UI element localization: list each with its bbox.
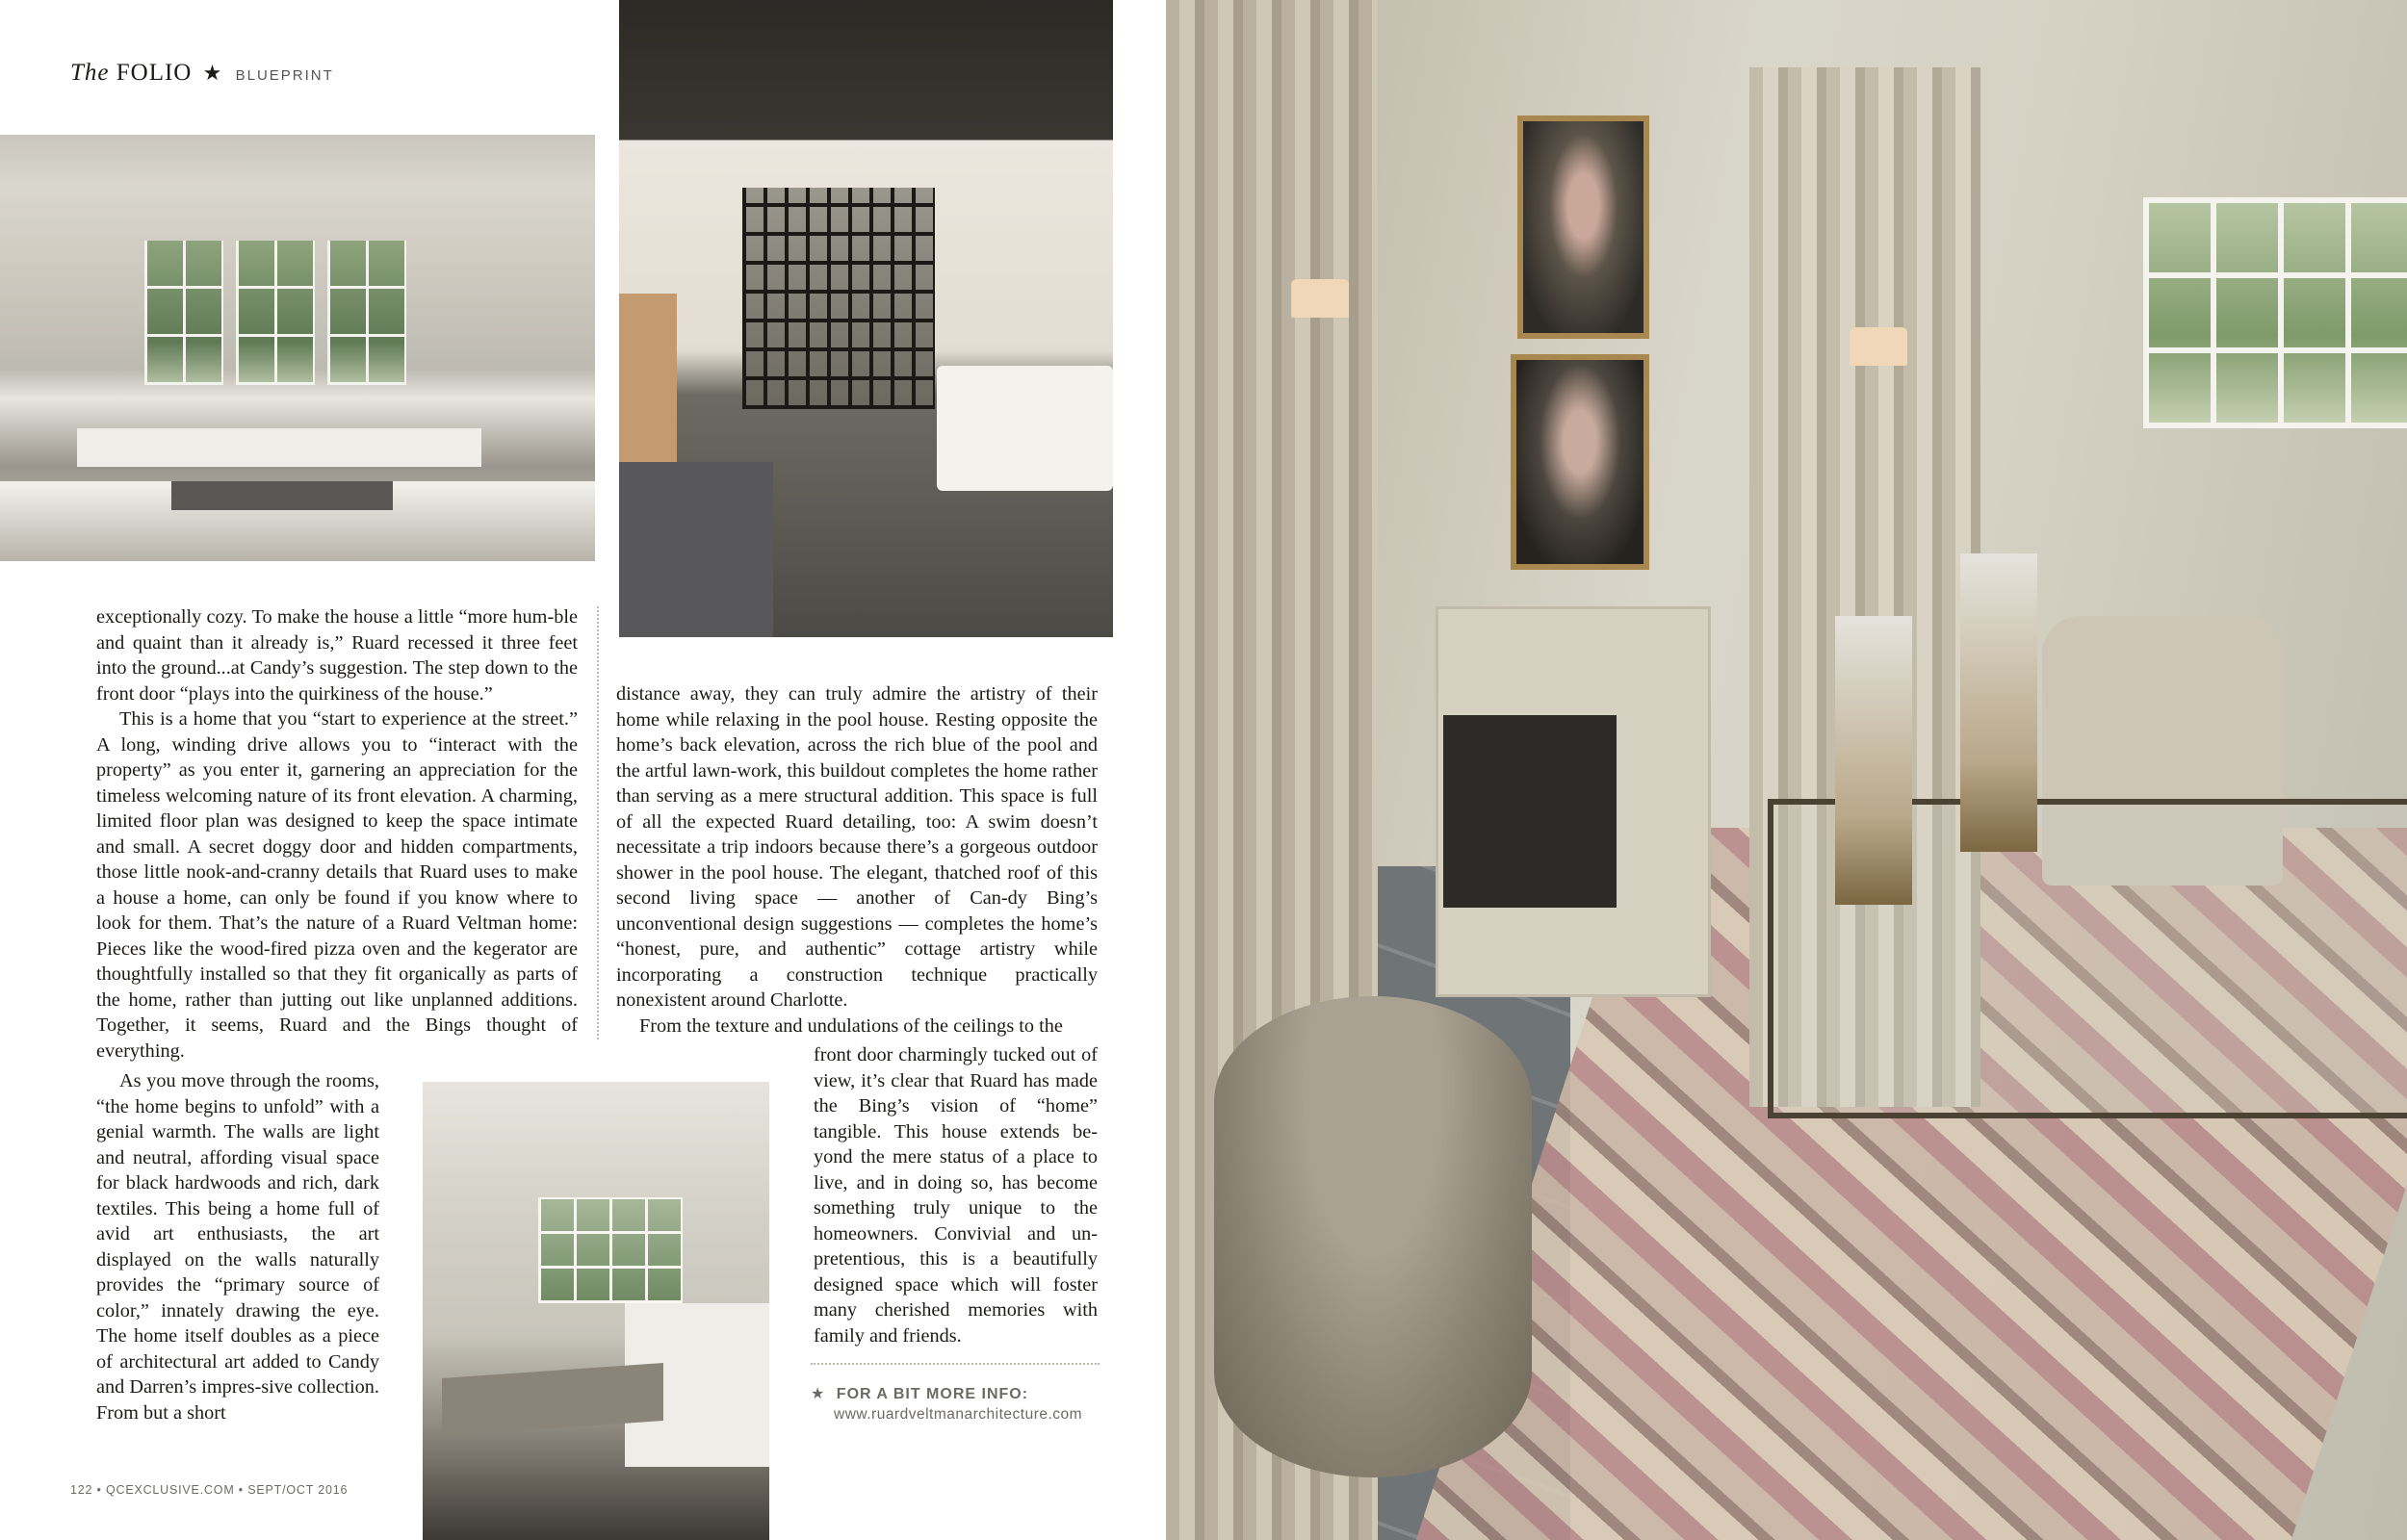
column-divider bbox=[597, 606, 599, 1040]
info-divider bbox=[811, 1363, 1100, 1365]
paragraph: This is a home that you “start to experience at the street.” A long, winding drive allows you to “interact with the property” as you enter it, garnering an appreciation for the timeless welcoming nature of its front elevation. A charming, limited floor plan was designed to keep the space intimate and small. A secret doggy door and hidden compartments, those little nook-and-cranny details that Ruard uses to make a house a home, can only be found if you know where to look for them. That’s the nature of a Ruard Veltman home: Pieces like the wood-fired pizza oven and the kegerator are thoughtfully installed so that they fit organically as parts of the home, rather than jutting out like unplanned additions. Together, it seems, Ruard and the Bings thought of everything. bbox=[96, 708, 578, 1062]
kitchen-cooktop bbox=[171, 481, 393, 510]
header-section: BLUEPRINT bbox=[235, 67, 334, 84]
more-info-link[interactable]: www.ruardveltmanarchitecture.com bbox=[834, 1406, 1083, 1423]
velvet-ottoman bbox=[1214, 996, 1532, 1477]
kitchen-photo bbox=[0, 135, 595, 561]
hallway-photo bbox=[619, 0, 1113, 637]
hallway-fireplace bbox=[619, 294, 677, 467]
page-footer: 122 • QCEXCLUSIVE.COM • SEPT/OCT 2016 bbox=[70, 1483, 349, 1497]
hurricane-lamp bbox=[1960, 553, 2037, 852]
fireplace-grate bbox=[1443, 715, 1617, 908]
article-column-1 bbox=[96, 604, 578, 1064]
fireplace bbox=[1436, 606, 1711, 997]
dining-window bbox=[538, 1197, 683, 1303]
wall-sconce bbox=[1850, 327, 1907, 366]
dining-photo bbox=[423, 1082, 769, 1540]
kitchen-window bbox=[144, 241, 223, 385]
section-header bbox=[70, 60, 334, 87]
star-icon: ★ bbox=[202, 62, 223, 86]
portrait-painting-bottom bbox=[1511, 354, 1649, 570]
living-room-window bbox=[2143, 197, 2407, 428]
paragraph: distance away, they can truly admire the artistry of their home while relaxing in the pool house. Resting opposite the home’s back elevation, across the rich blue of the pool and the artful lawn-work, this buildout completes the home rather than serving as a mere structural addition. This space is full of all the expected Ruard detailing, too: A swim doesn’t necessitate a trip indoors because there’s a gorgeous outdoor shower in the pool house. The elegant, thatched roof of this second living space — another of Can-dy Bing’s unconventional design suggestions — completes the home’s “honest, pure, and authentic” cottage artistry while incorporating a construction technique practically nonexistent around Charlotte. bbox=[616, 683, 1098, 1011]
header-folio: FOLIO bbox=[116, 60, 193, 86]
more-info-box bbox=[811, 1384, 1082, 1424]
hallway-glass-door bbox=[742, 188, 935, 409]
kitchen-counter bbox=[77, 428, 481, 467]
paragraph: front door charmingly tucked out of view, it’s clear that Ruard has made the Bing’s vision of “home” tangible. This house extends be-yond the mere status of a place to live, and in doing so, has become something truly unique to the homeowners. Convivial and un-pretentious, this is a beautifully designed space which will foster many cherished memories with family and friends. bbox=[814, 1044, 1098, 1347]
article-column-2-continued bbox=[814, 1042, 1098, 1348]
portrait-painting-top bbox=[1517, 116, 1649, 339]
article-column-1-continued bbox=[96, 1068, 379, 1425]
hurricane-lamp bbox=[1835, 616, 1912, 905]
living-room-photo bbox=[1166, 0, 2407, 1540]
star-icon: ★ bbox=[811, 1384, 825, 1402]
paragraph: As you move through the rooms, “the home begins to unfold” with a genial warmth. The walls are light and neutral, affording visual space for black hardwoods and rich, dark textiles. This being a home full of avid art enthusiasts, the art displayed on the walls naturally provides the “primary source of color,” innately drawing the eye. The home itself doubles as a piece of architectural art added to Candy and Darren’s impres-sive collection. From but a short bbox=[96, 1070, 379, 1424]
paragraph-lead-line: From the texture and undulations of the ceilings to the bbox=[639, 1014, 1063, 1037]
kitchen-window bbox=[236, 241, 315, 385]
wall-sconce bbox=[1291, 279, 1349, 318]
hallway-sofa bbox=[937, 366, 1113, 491]
header-the: The bbox=[70, 60, 110, 86]
paragraph: exceptionally cozy. To make the house a little “more hum-ble and quaint than it already is,” Ruard recessed it three feet into the ground...at Candy’s suggestion. The step down to the front door “plays into the quirkiness of the house.” bbox=[96, 606, 578, 705]
kitchen-window bbox=[327, 241, 406, 385]
hallway-bench bbox=[619, 462, 773, 637]
more-info-label: FOR A BIT MORE INFO: bbox=[836, 1386, 1029, 1402]
article-column-2 bbox=[616, 681, 1098, 1039]
